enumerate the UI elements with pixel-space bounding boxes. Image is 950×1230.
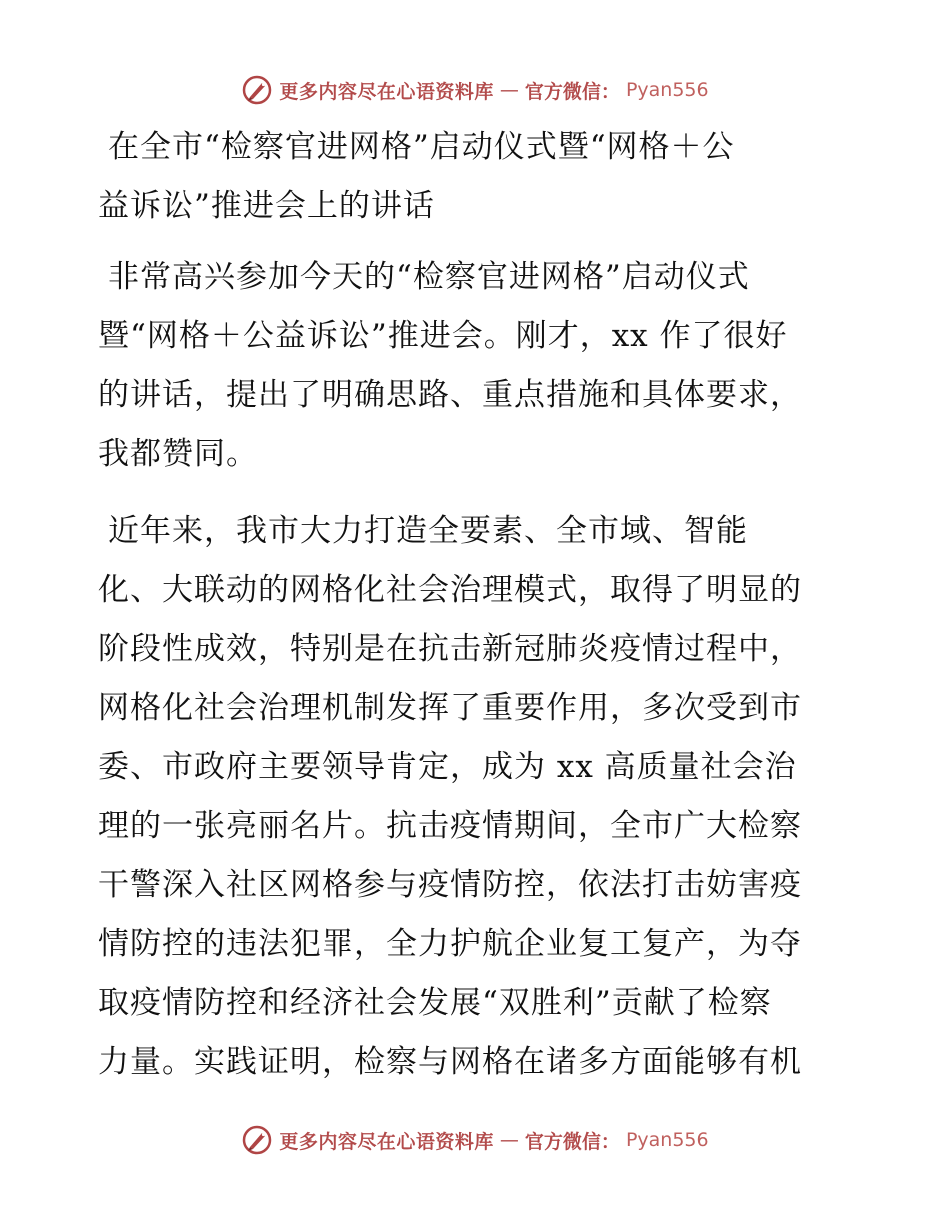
banner-wechat-label: 官方微信： (524, 1130, 620, 1153)
banner-wechat-id: Pyan556 (625, 79, 709, 101)
paragraph-line: 化、大联动的网格化社会治理模式，取得了明显的 (98, 572, 802, 608)
banner-dash: — (499, 79, 519, 101)
header-banner (0, 70, 950, 110)
paragraph-line: 力量。实践证明，检察与网格在诸多方面能够有机 (98, 1044, 802, 1080)
banner-wechat-label: 官方微信： (524, 80, 620, 103)
banner-dash: — (499, 1129, 519, 1151)
footer-banner (0, 1120, 950, 1160)
paragraph-line: 委、市政府主要领导肯定，成为 xx 高质量社会治 (98, 749, 797, 785)
paragraph-1 (98, 248, 858, 484)
paragraph-line: 理的一张亮丽名片。抗击疫情期间，全市广大检察 (98, 808, 802, 844)
paragraph-2 (98, 502, 858, 1092)
paragraph-line: 我都赞同。 (98, 436, 258, 472)
document-body (98, 118, 858, 1092)
paragraph-line: 的讲话，提出了明确思路、重点措施和具体要求， (98, 377, 802, 413)
document-title (98, 118, 858, 236)
title-line: 在全市“检察官进网格”启动仪式暨“网格＋公 (108, 129, 735, 165)
paragraph-line: 非常高兴参加今天的“检察官进网格”启动仪式 (108, 259, 750, 295)
red-pen-logo-icon (241, 1124, 273, 1156)
banner-main-text: 更多内容尽在心语资料库 (279, 1130, 494, 1153)
banner-wechat-id: Pyan556 (625, 1129, 709, 1151)
paragraph-line: 情防控的违法犯罪，全力护航企业复工复产，为夺 (98, 926, 802, 962)
banner-main-text: 更多内容尽在心语资料库 (279, 80, 494, 103)
paragraph-line: 暨“网格＋公益诉讼”推进会。刚才，xx 作了很好 (98, 318, 788, 354)
red-pen-logo-icon (241, 74, 273, 106)
paragraph-line: 干警深入社区网格参与疫情防控，依法打击妨害疫 (98, 867, 802, 903)
title-line: 益诉讼”推进会上的讲话 (98, 188, 435, 224)
paragraph-line: 取疫情防控和经济社会发展“双胜利”贡献了检察 (98, 985, 772, 1021)
paragraph-line: 阶段性成效，特别是在抗击新冠肺炎疫情过程中， (98, 631, 802, 667)
paragraph-line: 近年来，我市大力打造全要素、全市域、智能 (108, 513, 748, 549)
paragraph-line: 网格化社会治理机制发挥了重要作用，多次受到市 (98, 690, 802, 726)
